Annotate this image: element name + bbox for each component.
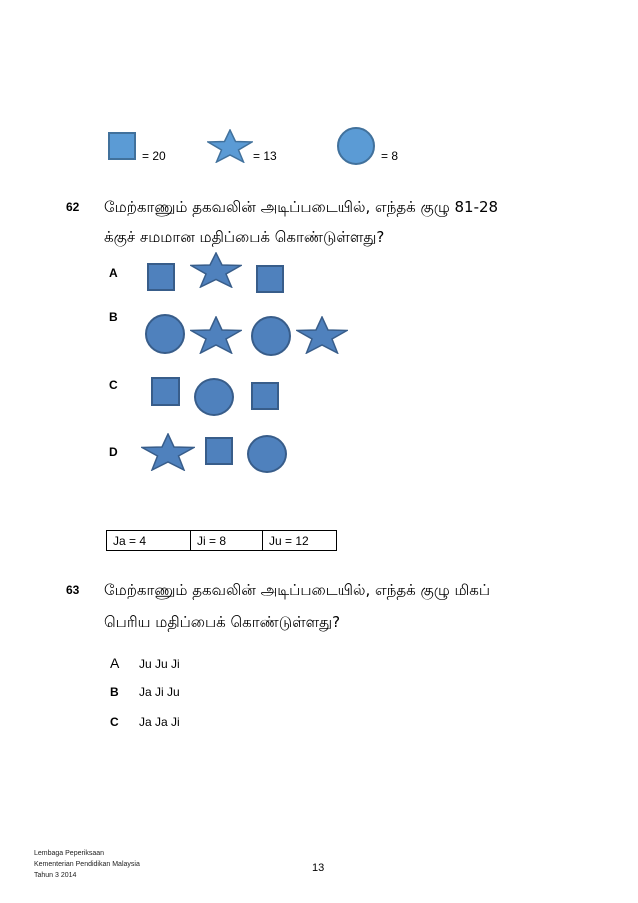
legend-star-shape — [207, 129, 253, 163]
legend-star-value: = 13 — [253, 149, 277, 163]
question-63-line1: மேற்காணும் தகவலின் அடிப்படையில், எந்தக் குழு மிகப் — [104, 581, 491, 599]
values-table-cell-ja: Ja = 4 — [107, 531, 191, 551]
q62-option-b-circle-icon — [145, 314, 185, 354]
q62-option-b-star-icon — [190, 316, 242, 354]
question-62-number: 62 — [66, 200, 80, 214]
q62-option-a-square-icon-2 — [256, 265, 284, 293]
q63-option-b-text[interactable]: Ja Ji Ju — [139, 685, 180, 699]
q62-option-a-square-icon — [147, 263, 175, 291]
q62-option-c-label[interactable]: C — [109, 378, 118, 392]
q62-option-b-circle-icon-2 — [251, 316, 291, 356]
legend-square-shape — [108, 132, 136, 160]
q62-option-d-square-icon — [205, 437, 233, 465]
q62-option-d-circle-icon — [247, 435, 287, 473]
question-63-line2: பெரிய மதிப்பைக் கொண்டுள்ளது? — [104, 613, 341, 631]
legend-square-value: = 20 — [142, 149, 166, 163]
legend-circle-value: = 8 — [381, 149, 399, 163]
q62-option-c-square-icon — [151, 377, 180, 406]
q63-option-b-label[interactable]: B — [110, 685, 119, 699]
footer-publisher — [34, 848, 140, 881]
question-62-line2: க்குச் சமமான மதிப்பைக் கொண்டுள்ளது? — [104, 228, 385, 246]
q62-option-a-label[interactable]: A — [109, 266, 118, 280]
q62-option-c-square-icon-2 — [251, 382, 279, 410]
q63-option-c-label[interactable]: C — [110, 715, 119, 729]
footer-line2: Kementerian Pendidikan Malaysia — [34, 861, 140, 868]
values-table-cell-ji: Ji = 8 — [191, 531, 263, 551]
legend-circle-shape — [337, 127, 375, 165]
question-63-text — [104, 574, 574, 638]
q63-option-c-text[interactable]: Ja Ja Ji — [139, 715, 180, 729]
q62-option-d-star-icon — [141, 433, 195, 471]
q62-option-c-circle-icon — [194, 378, 234, 416]
question-62-text — [104, 192, 564, 252]
footer-line3: Tahun 3 2014 — [34, 872, 77, 879]
values-table-cell-ju: Ju = 12 — [263, 531, 337, 551]
page-number: 13 — [312, 862, 325, 874]
q62-option-b-label[interactable]: B — [109, 310, 118, 324]
question-62-line1: மேற்காணும் தகவலின் அடிப்படையில், எந்தக் குழு 81-28 — [104, 198, 499, 216]
question-63-number: 63 — [66, 583, 80, 597]
q63-option-a-label[interactable]: A — [110, 655, 120, 671]
q62-option-d-label[interactable]: D — [109, 445, 118, 459]
values-table — [106, 530, 337, 551]
footer-line1: Lembaga Peperiksaan — [34, 850, 105, 857]
values-table-row — [107, 531, 337, 551]
q62-option-a-star-icon — [190, 252, 242, 288]
q62-option-b-star-icon-2 — [296, 316, 348, 354]
q63-option-a-text[interactable]: Ju Ju Ji — [139, 657, 180, 671]
